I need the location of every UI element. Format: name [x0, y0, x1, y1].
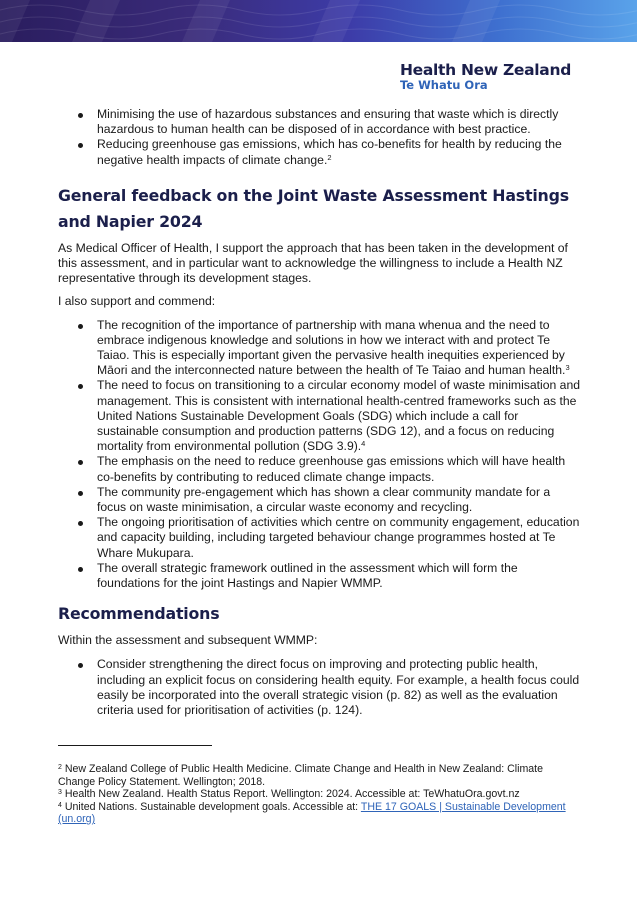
footnote-ref: 4 — [361, 439, 366, 449]
support-bullet-list — [58, 318, 580, 592]
logo-main-text: Health New Zealand — [399, 61, 571, 79]
document-body — [58, 107, 580, 718]
footnote: $^2$ New Zealand College of Public Health Medicine. Climate Change and Health in New Zealand: Climate Change Policy Statement. Wellington; 2018. — [58, 763, 544, 788]
list-item: The community pre-engagement which has shown a clear community mandate for a focus on waste minimisation, a circular waste economy and recycling. — [58, 485, 580, 515]
recommendation-bullet-list — [58, 657, 580, 718]
footnote: $^4$ United Nations. Sustainable development goals. Accessible at: THE 17 GOALS | Sustainable Development (un.org) — [58, 800, 566, 826]
footnotes — [58, 763, 580, 826]
list-item: The overall strategic framework outlined in the assessment which will form the foundations for the joint Hastings and Napier WMMP. — [58, 561, 580, 591]
list-item: Consider strengthening the direct focus on improving and protecting public health, including an explicit focus on considering health equity. For example, a health focus could easily be incorporated into the overall strategic vision (p. 82) as well as the evaluation criteria used for prioritisation of activities (p. 124). — [58, 657, 580, 718]
top-bullet-list — [58, 107, 580, 168]
footnote: $^3$ Health New Zealand. Health Status Report. Wellington: 2024. Accessible at: TeWhatuOra.govt.nz — [58, 788, 520, 801]
un-goals-link[interactable]: THE 17 GOALS | Sustainable Development (un.org) — [58, 800, 566, 826]
list-item: Reducing greenhouse gas emissions, which has co-benefits for health by reducing the negative health impacts of climate change.$^2$ — [58, 137, 580, 167]
list-item: The recognition of the importance of partnership with mana whenua and the need to embrace indigenous knowledge and solutions in how we interact with and protect Te Taiao. This is especially important given the pervasive health inequities experienced by Māori and the interconnected nature between the health of Te Taiao and human health.$^3$ — [58, 318, 580, 379]
paragraph: I also support and commend: — [58, 294, 216, 309]
section-heading-general-feedback: General feedback on the Joint Waste Assessment Hastings and Napier 2024 — [58, 185, 569, 231]
header-banner — [0, 0, 637, 42]
list-item: Minimising the use of hazardous substances and ensuring that waste which is directly hazardous to human health can be disposed of in accordance with best practice. — [58, 107, 580, 137]
paragraph: Within the assessment and subsequent WMMP: — [58, 633, 318, 648]
paragraph: As Medical Officer of Health, I support the approach that has been taken in the development of this assessment, and in particular want to acknowledge the willingness to include a Health NZ representative through its development stages. — [58, 240, 568, 286]
list-item: The need to focus on transitioning to a circular economy model of waste minimisation and management. This is consistent with international health-centred frameworks such as the United Nations Sustainable Development Goals (SDG) which include a call for sustainable consumption and production patterns (SDG 12), and a focus on reducing mortality from environmental pollution (SDG 3.9).$^4$ — [58, 378, 580, 454]
list-item: The emphasis on the need to reduce greenhouse gas emissions which will have health co-benefits by contributing to reduced climate change impacts. — [58, 454, 580, 484]
health-nz-logo — [400, 62, 571, 92]
footnote-ref: 2 — [327, 152, 332, 162]
footnote-divider — [58, 745, 212, 746]
footnote-ref: 3 — [565, 363, 570, 373]
section-heading-recommendations: Recommendations — [58, 604, 220, 624]
list-item: The ongoing prioritisation of activities which centre on community engagement, education and capacity building, including targeted behaviour change programmes hosted at Te Whare Mukupara. — [58, 515, 580, 561]
banner-pattern — [0, 0, 637, 42]
logo-sub-text: Te Whatu Ora — [399, 78, 488, 92]
